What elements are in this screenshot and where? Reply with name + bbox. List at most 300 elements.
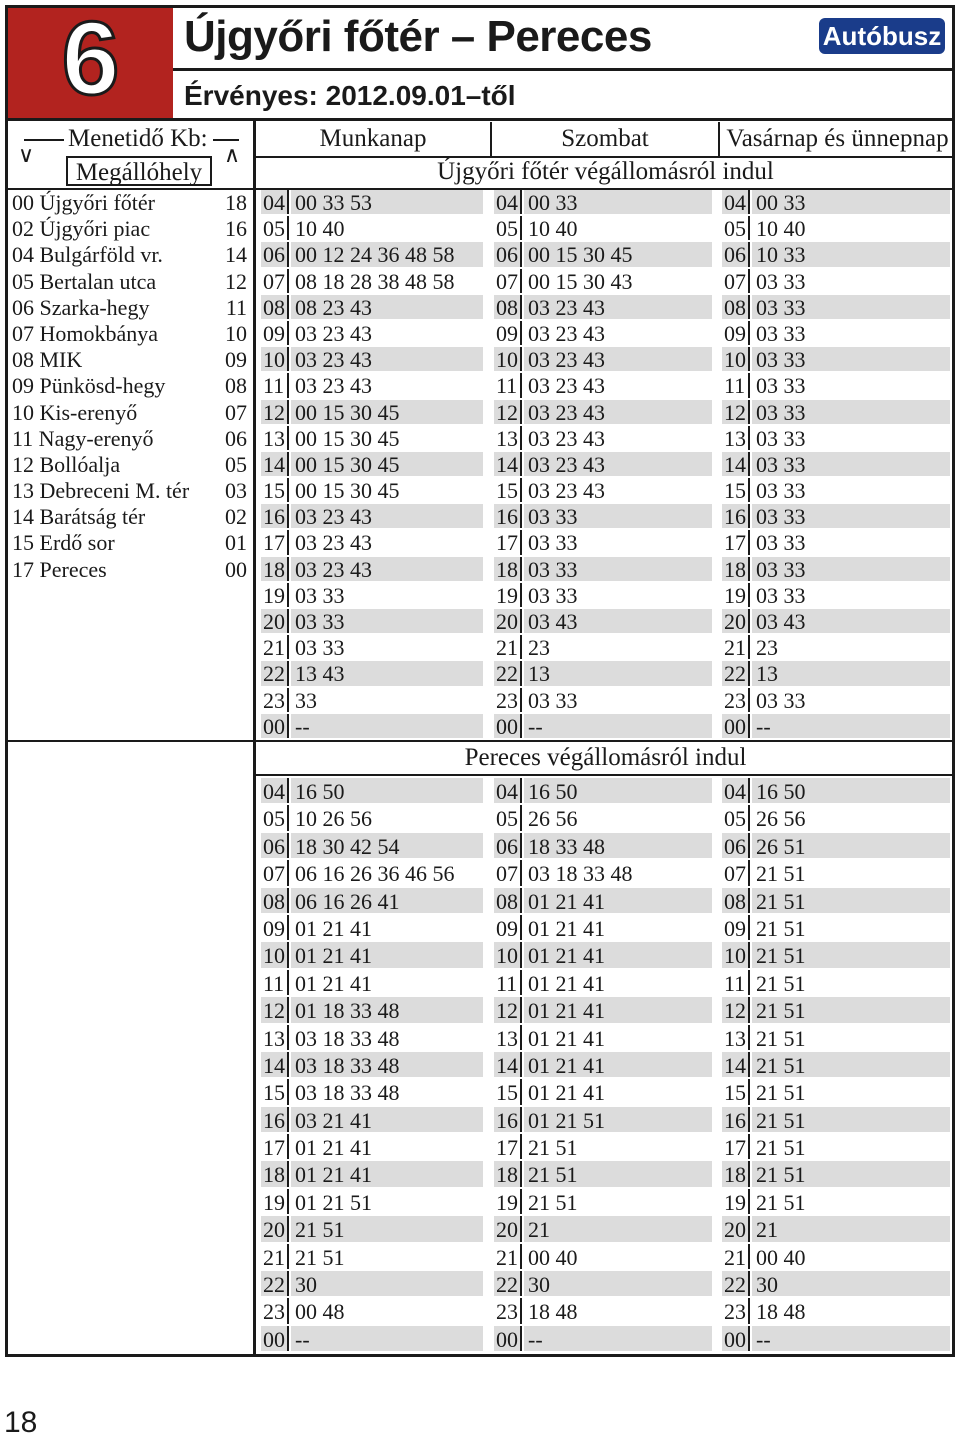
stop-name: 14 Barátság tér (12, 504, 146, 530)
minutes-cell: 03 33 (756, 425, 806, 451)
hour-cell: 10 (722, 347, 750, 371)
schedule-row (722, 1216, 950, 1243)
hour-cell: 23 (722, 688, 750, 712)
inbound-section-title: Pereces végállomásról indul (464, 744, 747, 771)
stop-name: 15 Erdő sor (12, 530, 115, 556)
minutes-cell: 03 33 (756, 320, 806, 346)
minutes-cell: 21 51 (756, 861, 806, 887)
stop-return-minutes: 03 (225, 478, 247, 504)
minutes-cell: 03 33 (752, 557, 950, 581)
hour-cell: 23 (494, 688, 522, 712)
minutes-cell: 03 33 (524, 504, 712, 528)
schedule-row (494, 942, 712, 969)
hour-cell: 00 (722, 1326, 750, 1351)
minutes-cell: 03 33 (756, 530, 806, 556)
schedule-row (494, 557, 712, 583)
minutes-cell: 03 23 43 (524, 347, 712, 371)
schedule-row (494, 997, 712, 1024)
schedule-row (494, 970, 712, 997)
minutes-cell: 30 (752, 1271, 950, 1296)
minutes-cell: 03 23 43 (524, 295, 712, 319)
hour-cell: 11 (261, 970, 289, 995)
hour-cell: 09 (722, 321, 750, 345)
schedule-row (261, 269, 483, 295)
hour-cell: 11 (722, 373, 750, 397)
minutes-cell: -- (524, 714, 712, 738)
minutes-cell: 30 (524, 1271, 712, 1296)
inbound-sunday-schedule (722, 778, 950, 1353)
schedule-row (722, 426, 950, 452)
stop-name: 10 Kis-erenyő (12, 399, 138, 425)
minutes-cell: 03 33 (752, 452, 950, 476)
outbound-sunday-schedule (722, 190, 950, 740)
minutes-cell: 21 51 (756, 1080, 806, 1106)
minutes-cell: 10 33 (752, 242, 950, 266)
schedule-row (261, 478, 483, 504)
minutes-cell: 00 15 30 45 (291, 400, 483, 424)
hour-cell: 10 (261, 942, 289, 967)
hour-cell: 22 (261, 1271, 289, 1296)
hour-cell: 12 (494, 400, 522, 424)
hour-cell: 04 (494, 190, 522, 214)
schedule-row (261, 635, 483, 661)
minutes-cell: 16 50 (524, 778, 712, 803)
stop-return-minutes: 09 (225, 347, 247, 373)
minutes-cell: 03 33 (524, 557, 712, 581)
hour-cell: 18 (722, 1161, 750, 1186)
stop-return-minutes: 18 (225, 190, 247, 215)
minutes-cell: 21 51 (528, 1135, 578, 1161)
hour-cell: 05 (494, 216, 522, 240)
hour-cell: 07 (722, 860, 750, 885)
stop-row (8, 295, 253, 321)
hour-cell: 04 (261, 778, 289, 803)
hour-cell: 04 (494, 778, 522, 803)
stop-name: 04 Bulgárföld vr. (12, 242, 163, 268)
hour-cell: 21 (722, 1244, 750, 1269)
hour-cell: 16 (494, 1107, 522, 1132)
schedule-row (494, 1189, 712, 1216)
minutes-cell: 03 33 (756, 582, 806, 608)
minutes-cell: 30 (291, 1271, 483, 1296)
schedule-row (722, 1189, 950, 1216)
schedule-row (722, 635, 950, 661)
schedule-row (722, 295, 950, 321)
schedule-row (722, 1079, 950, 1106)
minutes-cell: 16 50 (752, 778, 950, 803)
stop-return-minutes: 05 (225, 451, 247, 477)
minutes-cell: 21 51 (524, 1161, 712, 1186)
schedule-row (494, 504, 712, 530)
schedule-row (261, 426, 483, 452)
minutes-cell: 03 21 41 (291, 1107, 483, 1132)
minutes-cell: 00 40 (528, 1244, 578, 1270)
hour-cell: 14 (261, 1052, 289, 1077)
hour-cell: 04 (722, 190, 750, 214)
schedule-row (494, 1107, 712, 1134)
minutes-cell: 03 23 43 (528, 478, 605, 504)
stop-return-minutes: 06 (225, 425, 247, 451)
minutes-cell: 26 56 (528, 806, 578, 832)
minutes-cell: -- (291, 1326, 483, 1351)
schedule-row (722, 1271, 950, 1298)
hour-cell: 19 (722, 1189, 750, 1214)
schedule-row (261, 1134, 483, 1161)
hour-cell: 19 (261, 583, 289, 607)
minutes-cell: 01 21 41 (528, 970, 605, 996)
hour-cell: 16 (261, 1107, 289, 1132)
hour-cell: 09 (722, 915, 750, 940)
schedule-row (722, 805, 950, 832)
hour-cell: 11 (722, 970, 750, 995)
hour-cell: 14 (494, 452, 522, 476)
schedule-row (261, 661, 483, 687)
hour-cell: 15 (722, 1079, 750, 1104)
minutes-cell: 13 (752, 661, 950, 685)
minutes-cell: 03 23 43 (291, 347, 483, 371)
hour-cell: 20 (261, 1216, 289, 1241)
hour-cell: 17 (722, 1134, 750, 1159)
schedule-row (494, 1298, 712, 1325)
minutes-cell: 18 30 42 54 (291, 833, 483, 858)
schedule-row (261, 833, 483, 860)
schedule-row (261, 860, 483, 887)
schedule-row (494, 583, 712, 609)
schedule-row (261, 1079, 483, 1106)
hour-cell: 05 (261, 805, 289, 830)
schedule-row (494, 609, 712, 635)
minutes-cell: 00 15 30 45 (295, 425, 400, 451)
hour-cell: 00 (494, 1326, 522, 1351)
schedule-row (261, 997, 483, 1024)
minutes-cell: 18 33 48 (524, 833, 712, 858)
minutes-cell: 01 21 41 (524, 888, 712, 913)
minutes-cell: 21 (752, 1216, 950, 1241)
outbound-saturday-schedule (494, 190, 712, 740)
hour-cell: 06 (494, 833, 522, 858)
schedule-row (494, 888, 712, 915)
schedule-row (261, 347, 483, 373)
schedule-row (261, 888, 483, 915)
bracket-line (24, 139, 64, 141)
schedule-row (261, 557, 483, 583)
schedule-row (261, 242, 483, 268)
stop-name: 12 Bollóalja (12, 451, 121, 477)
minutes-cell: 21 51 (756, 915, 806, 941)
hour-cell: 20 (494, 609, 522, 633)
minutes-cell: 03 23 43 (528, 425, 605, 451)
hour-cell: 10 (261, 347, 289, 371)
schedule-row (261, 1025, 483, 1052)
schedule-row (261, 452, 483, 478)
stop-return-minutes: 12 (225, 268, 247, 294)
minutes-cell: 03 23 43 (524, 452, 712, 476)
hour-cell: 10 (494, 942, 522, 967)
bracket-line (213, 139, 239, 141)
schedule-row (261, 1052, 483, 1079)
stop-row (8, 216, 253, 242)
schedule-row (494, 269, 712, 295)
minutes-cell: 01 21 41 (528, 1025, 605, 1051)
schedule-row (261, 1189, 483, 1216)
minutes-cell: 23 (528, 635, 550, 661)
minutes-cell: 21 51 (756, 970, 806, 996)
schedule-row (261, 400, 483, 426)
hour-cell: 08 (261, 295, 289, 319)
travel-time-label: Menetidő Kb: (68, 125, 208, 152)
schedule-row (722, 833, 950, 860)
schedule-row (494, 778, 712, 805)
stop-return-minutes: 14 (225, 242, 247, 268)
stop-return-minutes: 01 (225, 530, 247, 556)
minutes-cell: 00 33 (524, 190, 712, 214)
schedule-row (261, 1161, 483, 1188)
schedule-row (494, 426, 712, 452)
stop-name: 00 Újgyőri főtér (12, 190, 155, 215)
minutes-cell: 16 50 (291, 778, 483, 803)
stop-label: Megállóhely (66, 156, 212, 186)
hour-cell: 13 (494, 426, 522, 450)
minutes-cell: 21 51 (295, 1244, 345, 1270)
hour-cell: 13 (261, 426, 289, 450)
minutes-cell: 03 33 (752, 504, 950, 528)
stop-return-minutes: 10 (225, 320, 247, 346)
minutes-cell: 08 23 43 (291, 295, 483, 319)
minutes-cell: 21 (524, 1216, 712, 1241)
hour-cell: 19 (722, 583, 750, 607)
hour-cell: 20 (722, 609, 750, 633)
minutes-cell: 26 56 (756, 806, 806, 832)
hour-cell: 09 (494, 915, 522, 940)
minutes-cell: -- (524, 1326, 712, 1351)
stop-return-minutes: 08 (225, 373, 247, 399)
minutes-cell: 03 23 43 (528, 373, 605, 399)
schedule-row (722, 661, 950, 687)
minutes-cell: -- (752, 1326, 950, 1351)
hour-cell: 21 (261, 1244, 289, 1269)
schedule-row (722, 321, 950, 347)
hour-cell: 18 (261, 557, 289, 581)
minutes-cell: 03 23 43 (291, 557, 483, 581)
hour-cell: 17 (261, 530, 289, 554)
minutes-cell: 21 51 (756, 1025, 806, 1051)
minutes-cell: 06 16 26 36 46 56 (295, 861, 455, 887)
minutes-cell: 03 33 (528, 687, 578, 713)
hour-cell: 08 (722, 295, 750, 319)
minutes-cell: 03 33 (752, 295, 950, 319)
hour-cell: 09 (494, 321, 522, 345)
hour-cell: 12 (494, 997, 522, 1022)
schedule-row (494, 530, 712, 556)
schedule-row (722, 1107, 950, 1134)
schedule-row (722, 714, 950, 740)
schedule-row (494, 805, 712, 832)
schedule-row (261, 190, 483, 216)
schedule-row (261, 1271, 483, 1298)
stop-name: 05 Bertalan utca (12, 268, 157, 294)
schedule-row (494, 1326, 712, 1353)
schedule-row (494, 452, 712, 478)
hour-cell: 00 (261, 714, 289, 738)
minutes-cell: 18 48 (528, 1299, 578, 1325)
hour-cell: 14 (494, 1052, 522, 1077)
hour-cell: 14 (261, 452, 289, 476)
hour-cell: 06 (722, 242, 750, 266)
minutes-cell: 01 21 51 (524, 1107, 712, 1132)
column-divider (253, 121, 256, 1357)
schedule-row (722, 216, 950, 242)
minutes-cell: 01 21 41 (524, 942, 712, 967)
stop-name: 11 Nagy-erenyő (12, 425, 154, 451)
stop-row (8, 347, 253, 373)
hour-cell: 11 (494, 373, 522, 397)
minutes-cell: 03 33 (295, 582, 345, 608)
minutes-cell: 01 21 41 (291, 942, 483, 967)
hour-cell: 18 (494, 1161, 522, 1186)
hour-cell: 23 (722, 1298, 750, 1323)
stop-row (8, 269, 253, 295)
weekday-header: Munkanap (319, 125, 427, 152)
inbound-weekday-schedule (261, 778, 483, 1353)
hour-cell: 10 (722, 942, 750, 967)
hour-cell: 04 (722, 778, 750, 803)
hour-cell: 21 (494, 1244, 522, 1269)
hour-cell: 22 (722, 661, 750, 685)
schedule-row (261, 1244, 483, 1271)
schedule-row (722, 888, 950, 915)
schedule-row (261, 915, 483, 942)
divider (8, 740, 955, 742)
minutes-cell: 01 21 41 (295, 915, 372, 941)
schedule-row (722, 997, 950, 1024)
schedule-row (722, 478, 950, 504)
minutes-cell: 03 23 43 (295, 320, 372, 346)
hour-cell: 13 (722, 1025, 750, 1050)
schedule-row (722, 190, 950, 216)
schedule-row (494, 860, 712, 887)
hour-cell: 17 (722, 530, 750, 554)
hour-cell: 08 (494, 888, 522, 913)
hour-cell: 19 (494, 1189, 522, 1214)
divider (173, 68, 955, 71)
schedule-row (261, 504, 483, 530)
minutes-cell: 01 21 41 (528, 1080, 605, 1106)
minutes-cell: 03 23 43 (528, 320, 605, 346)
schedule-row (261, 321, 483, 347)
schedule-row (494, 1271, 712, 1298)
schedule-row (722, 347, 950, 373)
schedule-row (722, 609, 950, 635)
minutes-cell: 21 51 (756, 1189, 806, 1215)
divider (8, 118, 955, 121)
hour-cell: 21 (261, 635, 289, 659)
minutes-cell: 03 18 33 48 (295, 1080, 400, 1106)
stop-name: 02 Újgyőri piac (12, 216, 151, 242)
schedule-row (722, 400, 950, 426)
hour-cell: 12 (261, 997, 289, 1022)
hour-cell: 21 (722, 635, 750, 659)
schedule-row (261, 583, 483, 609)
stop-row (8, 426, 253, 452)
hour-cell: 07 (261, 269, 289, 293)
hour-cell: 15 (261, 478, 289, 502)
hour-cell: 06 (722, 833, 750, 858)
hour-cell: 16 (494, 504, 522, 528)
schedule-row (722, 688, 950, 714)
hour-cell: 22 (494, 661, 522, 685)
hour-cell: 09 (261, 321, 289, 345)
stop-name: 17 Pereces (12, 556, 107, 582)
minutes-cell: 21 51 (752, 888, 950, 913)
stops-list (8, 190, 253, 583)
hour-cell: 22 (722, 1271, 750, 1296)
minutes-cell: 21 51 (756, 1135, 806, 1161)
schedule-row (722, 860, 950, 887)
schedule-row (722, 1161, 950, 1188)
hour-cell: 05 (722, 216, 750, 240)
schedule-row (494, 295, 712, 321)
hour-cell: 16 (722, 504, 750, 528)
minutes-cell: 01 21 41 (291, 1161, 483, 1186)
stop-name: 06 Szarka-hegy (12, 294, 150, 320)
hour-cell: 04 (261, 190, 289, 214)
hour-cell: 15 (494, 1079, 522, 1104)
stop-return-minutes: 16 (225, 216, 247, 242)
schedule-row (494, 714, 712, 740)
stop-name: 08 MIK (12, 347, 83, 373)
minutes-cell: 00 48 (295, 1299, 345, 1325)
schedule-row (494, 1052, 712, 1079)
schedule-row (261, 714, 483, 740)
minutes-cell: 18 48 (756, 1299, 806, 1325)
schedule-row (722, 242, 950, 268)
schedule-row (494, 242, 712, 268)
schedule-row (261, 942, 483, 969)
minutes-cell: 08 18 28 38 48 58 (295, 268, 455, 294)
minutes-cell: 03 33 (756, 268, 806, 294)
divider (256, 774, 955, 776)
schedule-row (722, 970, 950, 997)
schedule-row (722, 915, 950, 942)
outbound-section-title: Újgyőri főtér végállomásról indul (437, 158, 774, 185)
minutes-cell: 03 33 (752, 347, 950, 371)
minutes-cell: 01 21 51 (295, 1189, 372, 1215)
schedule-row (494, 635, 712, 661)
stop-name: 07 Homokbánya (12, 320, 159, 346)
minutes-cell: 00 33 (752, 190, 950, 214)
hour-cell: 20 (722, 1216, 750, 1241)
hour-cell: 05 (494, 805, 522, 830)
hour-cell: 11 (494, 970, 522, 995)
stop-row (8, 373, 253, 399)
hour-cell: 17 (494, 1134, 522, 1159)
hour-cell: 00 (261, 1326, 289, 1351)
stop-name: 09 Pünkösd-hegy (12, 373, 166, 399)
page-number: 18 (4, 1406, 38, 1439)
schedule-row (722, 583, 950, 609)
hour-cell: 20 (261, 609, 289, 633)
schedule-row (494, 373, 712, 399)
schedule-row (722, 530, 950, 556)
schedule-row (494, 833, 712, 860)
schedule-row (494, 1079, 712, 1106)
hour-cell: 19 (494, 583, 522, 607)
schedule-row (494, 400, 712, 426)
hour-cell: 07 (494, 860, 522, 885)
minutes-cell: 00 15 30 43 (528, 268, 633, 294)
hour-cell: 05 (722, 805, 750, 830)
schedule-row (722, 269, 950, 295)
